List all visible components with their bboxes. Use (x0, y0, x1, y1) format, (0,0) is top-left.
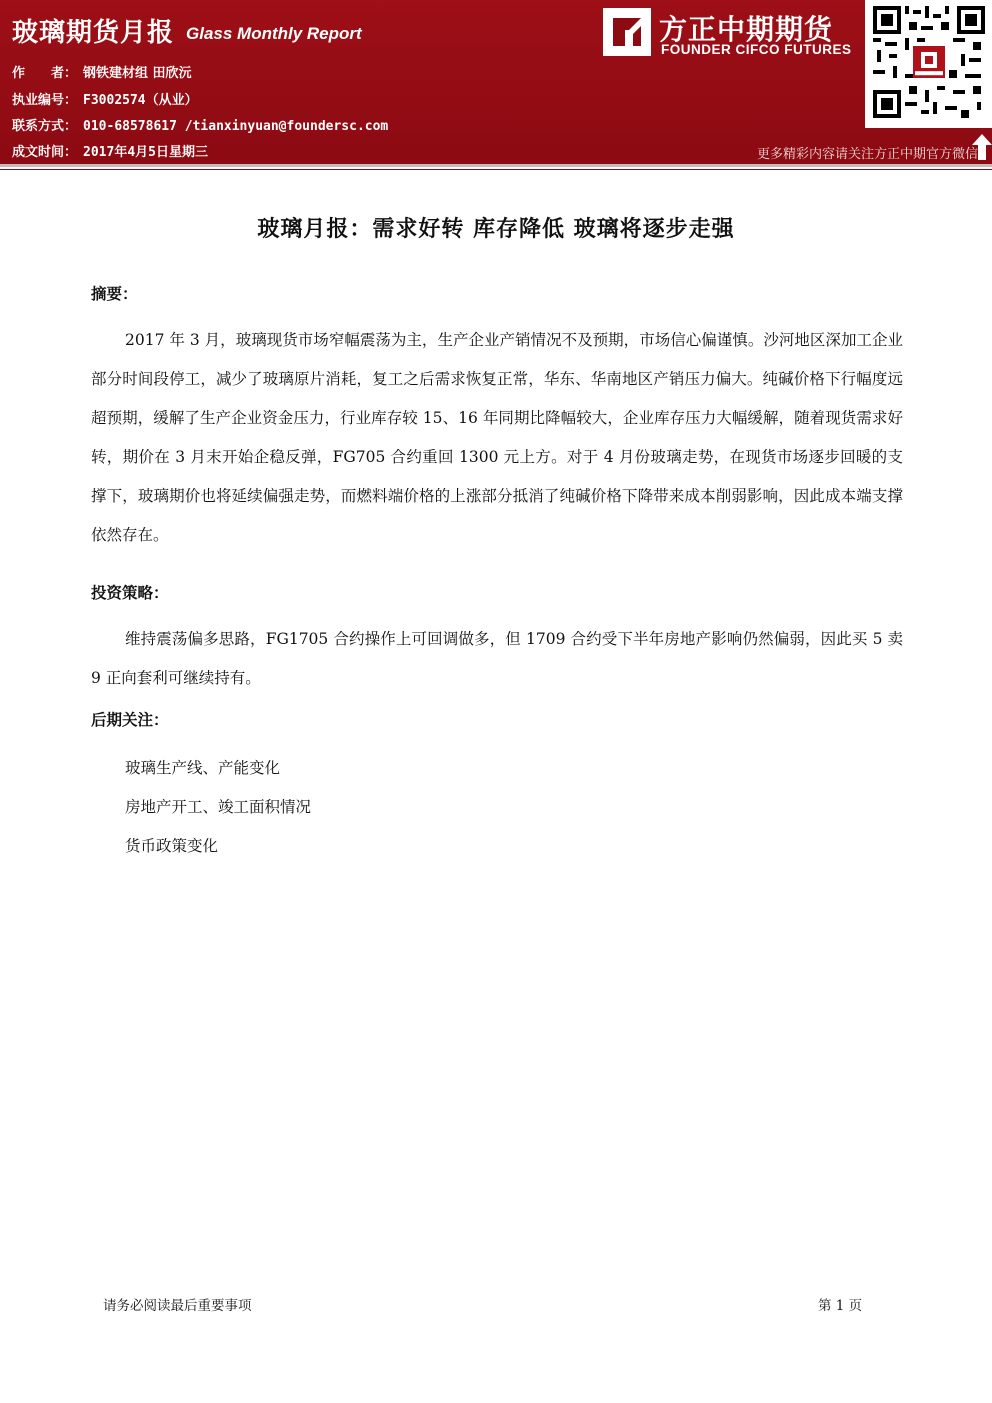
focus-item: 玻璃生产线、产能变化 (125, 759, 281, 777)
footer-notice: 请务必阅读最后重要事项 (103, 1298, 252, 1314)
contact-label: 联系方式： (12, 119, 78, 134)
report-header (0, 0, 992, 164)
date-label: 成文时间： (12, 145, 78, 160)
author-label: 作 者： (12, 66, 78, 81)
wechat-follow-note: 更多精彩内容请关注方正中期官方微信 (756, 147, 978, 162)
page-number: 第 1 页 (818, 1298, 863, 1314)
license-label: 执业编号： (12, 93, 78, 108)
logo-text-en: FOUNDER CIFCO FUTURES (661, 42, 852, 57)
summary-heading: 摘要： (91, 285, 138, 303)
wechat-qr-code (865, 0, 992, 128)
qr-code-icon (873, 6, 985, 118)
license-row (12, 89, 198, 108)
contact-value[interactable]: 010-68578617 /tianxinyuan@foundersc.com (83, 119, 389, 134)
logo-text-cn: 方正中期期货 (659, 13, 834, 46)
author-row (12, 62, 192, 81)
date-row (12, 141, 208, 160)
contact-row (12, 115, 388, 134)
document-title: 玻璃月报：需求好转 库存降低 玻璃将逐步走强 (257, 217, 735, 242)
strategy-heading: 投资策略： (91, 584, 169, 602)
focus-heading: 后期关注： (91, 711, 169, 729)
focus-item: 货币政策变化 (125, 837, 219, 855)
strategy-paragraph: 维持震荡偏多思路，FG1705 合约操作上可回调做多，但 1709 合约受下半年房地产影响仍然偏弱，因此买 5 卖 9 正向套利可继续持有。 (91, 630, 903, 687)
header-divider (0, 164, 992, 167)
header-divider-thin (0, 169, 992, 170)
report-title-en: Glass Monthly Report (186, 24, 362, 43)
founder-cifco-logo (603, 8, 858, 60)
date-value: 2017年4月5日星期三 (83, 145, 208, 160)
founder-logo-icon (603, 8, 651, 56)
report-title-cn: 玻璃期货月报 (12, 18, 175, 48)
summary-paragraph: 2017 年 3 月，玻璃现货市场窄幅震荡为主，生产企业产销情况不及预期，市场信心偏谨慎。沙河地区深加工企业部分时间段停工，减少了玻璃原片消耗，复工之后需求恢复正常，华东、华南地区产销压力偏大。纯碱价格下行幅度远超预期，缓解了生产企业资金压力，行业库存较 15、16 年同期比降幅较大，企业库存压力大幅缓解，随着现货需求好转，期价在 3 月末开始企稳反弹，FG705 合约重回 1300 元上方。对于 4 月份玻璃走势，在现货市场逐步回暖的支撑下，玻璃期价也将延续偏强走势，而燃料端价格的上涨部分抵消了纯碱价格下降带来成本削弱影响，因此成本端支撑依然存在。 (91, 331, 903, 544)
focus-item: 房地产开工、竣工面积情况 (125, 798, 312, 816)
author-value: 钢铁建材组 田欣沅 (83, 66, 192, 81)
license-value: F3002574（从业） (83, 93, 198, 108)
